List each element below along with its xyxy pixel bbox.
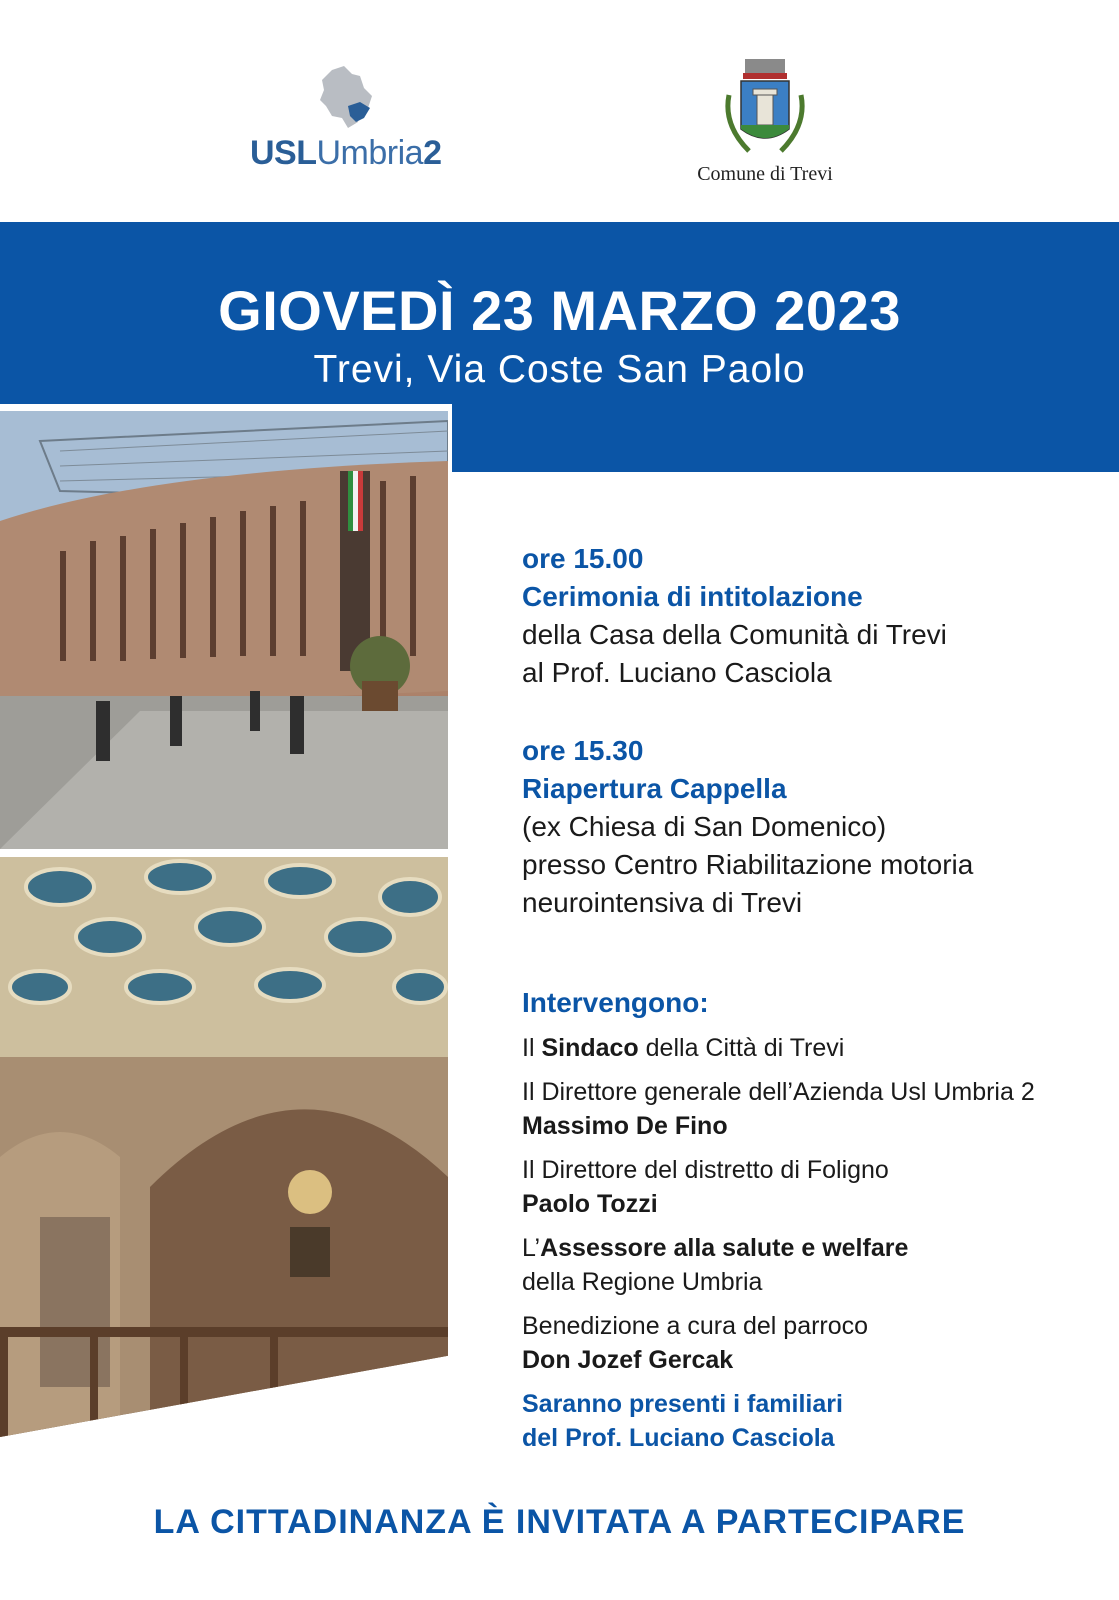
speaker-5-name: Don Jozef Gercak: [522, 1346, 734, 1374]
speakers-heading: Intervengono:: [522, 987, 709, 1018]
speaker-4-line: della Regione Umbria: [522, 1268, 763, 1296]
event-1-line-1: della Casa della Comunità di Trevi: [522, 619, 947, 650]
event-2-title: Riapertura Cappella: [522, 773, 787, 804]
event-place: Trevi, Via Coste San Paolo: [313, 348, 806, 391]
speaker-1: [522, 1031, 1082, 1065]
family-note-line-1: Saranno presenti i familiari: [522, 1390, 843, 1418]
speaker-4-role: Assessore alla salute e welfare: [540, 1234, 909, 1262]
speaker-1-role: Sindaco: [541, 1034, 639, 1062]
usl-light-text: Umbria: [316, 134, 424, 172]
event-1-time: ore 15.00: [522, 543, 644, 574]
speaker-4: [522, 1231, 1082, 1299]
speaker-1-pre: Il: [522, 1034, 542, 1062]
usl-wordmark: [250, 134, 442, 173]
speaker-5: [522, 1309, 1082, 1377]
usl-umbria2-logo: [250, 66, 450, 176]
event-2-line-1: (ex Chiesa di San Domenico): [522, 811, 887, 842]
speaker-3-role: Il Direttore del distretto di Foligno: [522, 1156, 889, 1184]
event-2-line-2: presso Centro Riabilitazione motoria: [522, 849, 974, 880]
building-photo: [0, 411, 448, 849]
building-illustration: [0, 411, 448, 849]
header-band-extension: [452, 400, 1119, 472]
invitation-footer: LA CITTADINANZA È INVITATA A PARTECIPARE: [153, 1503, 966, 1541]
event-1-line-2: al Prof. Luciano Casciola: [522, 657, 832, 688]
chapel-photo: [0, 857, 448, 1437]
family-note-line-2: del Prof. Luciano Casciola: [522, 1424, 835, 1452]
event-1-title: Cerimonia di intitolazione: [522, 581, 863, 612]
comune-di-trevi-label: Comune di Trevi: [697, 163, 833, 185]
family-note: [522, 1387, 1082, 1455]
speaker-2: [522, 1075, 1082, 1143]
speaker-3: [522, 1153, 1082, 1221]
event-date: GIOVEDÌ 23 MARZO 2023: [218, 279, 901, 342]
speaker-1-post: della Città di Trevi: [638, 1034, 845, 1062]
speaker-3-name: Paolo Tozzi: [522, 1190, 658, 1218]
event-1: [522, 540, 1082, 692]
usl-number-text: 2: [423, 134, 442, 172]
trevi-crest-icon: [719, 55, 811, 163]
speaker-2-role: Il Direttore generale dell’Azienda Usl Umbria 2: [522, 1078, 1035, 1106]
event-2: [522, 732, 1082, 922]
event-2-line-3: neurointensiva di Trevi: [522, 887, 803, 918]
umbria-map-icon: [318, 66, 374, 130]
comune-di-trevi-logo: [683, 55, 853, 195]
speaker-4-pre: L’: [522, 1234, 541, 1262]
speaker-5-role: Benedizione a cura del parroco: [522, 1312, 869, 1340]
usl-bold-text: USL: [250, 134, 317, 172]
speaker-2-name: Massimo De Fino: [522, 1112, 728, 1140]
speakers-heading-wrap: [522, 986, 1082, 1020]
chapel-illustration: [0, 857, 448, 1437]
event-2-time: ore 15.30: [522, 735, 644, 766]
